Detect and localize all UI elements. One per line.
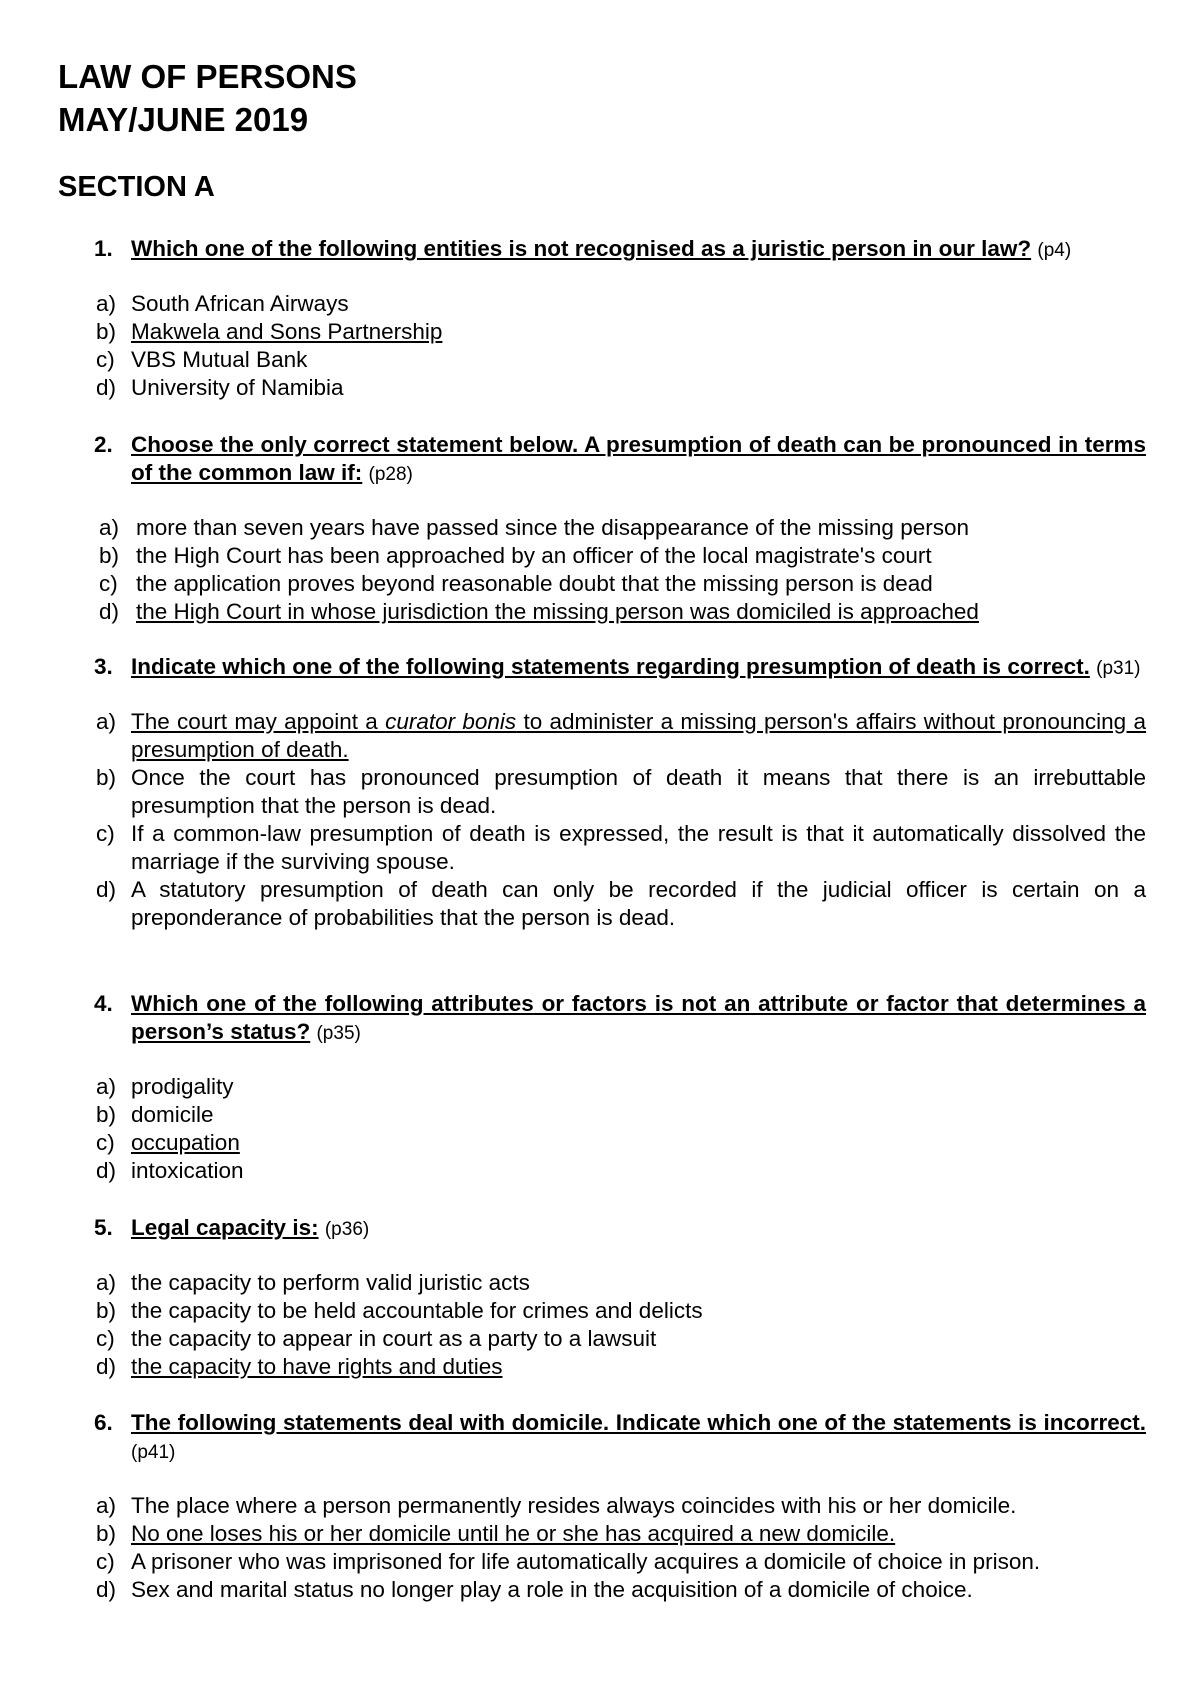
option-letter: c): [96, 1549, 115, 1574]
option-d-answer: [0, 1353, 1200, 1381]
options-list: [0, 514, 1200, 626]
options-list: [0, 1492, 1200, 1604]
option-b: [0, 1101, 1200, 1129]
option-letter: b): [99, 543, 120, 568]
option-letter: d): [96, 1354, 117, 1379]
page-reference: (p4): [1037, 240, 1072, 261]
option-letter: d): [96, 1577, 117, 1602]
options-list: [0, 1073, 1200, 1185]
option-c: [0, 1548, 1200, 1576]
option-b-answer: [0, 318, 1200, 346]
option-letter: d): [96, 1158, 117, 1183]
option-text: the capacity to appear in court as a party to a lawsuit: [131, 1326, 657, 1351]
question-text: [131, 653, 1146, 683]
options-list: [0, 1269, 1200, 1381]
option-text: Makwela and Sons Partnership: [131, 319, 443, 344]
option-letter: a): [96, 1493, 117, 1518]
option-text: intoxication: [131, 1158, 244, 1183]
section-heading: SECTION A: [58, 171, 215, 203]
option-text-italic: curator bonis: [385, 709, 517, 734]
option-letter: c): [99, 571, 118, 596]
option-text: If a common-law presumption of death is expressed, the result is that it automatically dissolved the marriage if the surviving spouse.: [131, 821, 1146, 874]
question-stem: Which one of the following attributes or factors is not an attribute or factor that determines a person’s status?: [131, 991, 1146, 1044]
option-a: [0, 1269, 1200, 1297]
option-letter: a): [99, 515, 120, 540]
option-letter: a): [96, 1270, 117, 1295]
option-a: [0, 514, 1200, 542]
option-a: [0, 1073, 1200, 1101]
page-reference: (p28): [368, 464, 413, 485]
option-a-answer: [0, 708, 1200, 764]
option-c: [0, 570, 1200, 598]
option-text: occupation: [131, 1130, 240, 1155]
option-letter: a): [96, 1074, 117, 1099]
question-4: [0, 990, 1200, 1185]
option-letter: a): [96, 291, 117, 316]
options-list: [0, 290, 1200, 402]
option-text: South African Airways: [131, 291, 349, 316]
option-text: the capacity to be held accountable for crimes and delicts: [131, 1298, 703, 1323]
option-text: the capacity to have rights and duties: [131, 1354, 503, 1379]
question-header: [0, 1214, 1200, 1244]
option-text: The place where a person permanently resides always coincides with his or her domicile.: [131, 1493, 1017, 1518]
option-text: [131, 708, 1146, 764]
question-header: [0, 990, 1200, 1048]
question-stem: Legal capacity is:: [131, 1215, 319, 1240]
question-text: [131, 1214, 1146, 1244]
option-text: Sex and marital status no longer play a role in the acquisition of a domicile of choice.: [131, 1577, 973, 1602]
question-text: [131, 990, 1146, 1048]
question-3: [0, 653, 1200, 932]
question-header: [0, 1409, 1200, 1467]
question-stem: Which one of the following entities is not recognised as a juristic person in our law?: [131, 236, 1032, 261]
question-number: 4.: [94, 991, 113, 1016]
document-title: LAW OF PERSONS: [58, 58, 357, 95]
question-text: [131, 1409, 1146, 1467]
option-letter: b): [96, 1521, 117, 1546]
option-text: A statutory presumption of death can only be recorded if the judicial officer is certain on a preponderance of probabilities that the person is dead.: [131, 877, 1146, 930]
option-text: Once the court has pronounced presumption of death it means that there is an irrebuttable presumption that the person is dead.: [131, 765, 1146, 818]
option-letter: c): [96, 1326, 115, 1351]
option-letter: c): [96, 1130, 115, 1155]
question-2: [0, 431, 1200, 626]
option-text: No one loses his or her domicile until he or she has acquired a new domicile.: [131, 1521, 896, 1546]
question-6: [0, 1409, 1200, 1604]
question-header: [0, 653, 1200, 683]
option-letter: d): [99, 599, 120, 624]
option-a: [0, 290, 1200, 318]
question-stem: Choose the only correct statement below. A presumption of death can be pronounced in terms of the common law if:: [131, 432, 1146, 485]
option-d-answer: [0, 598, 1200, 626]
option-b-answer: [0, 1520, 1200, 1548]
option-letter: d): [96, 375, 117, 400]
option-c-answer: [0, 1129, 1200, 1157]
option-letter: c): [96, 347, 115, 372]
option-text: University of Namibia: [131, 375, 344, 400]
document-subtitle: MAY/JUNE 2019: [58, 101, 309, 138]
option-c: [0, 346, 1200, 374]
question-number: 5.: [94, 1215, 113, 1240]
option-c: [0, 1325, 1200, 1353]
option-text: VBS Mutual Bank: [131, 347, 308, 372]
question-header: [0, 431, 1200, 489]
question-text: [131, 235, 1146, 265]
options-list: [0, 708, 1200, 932]
option-b: [0, 542, 1200, 570]
option-letter: a): [96, 709, 117, 734]
option-letter: b): [96, 1298, 117, 1323]
page-reference: (p36): [324, 1219, 370, 1240]
option-letter: b): [96, 765, 117, 790]
page-reference: (p35): [316, 1023, 361, 1044]
question-text: [131, 431, 1146, 489]
option-letter: c): [96, 821, 115, 846]
question-number: 6.: [94, 1410, 113, 1435]
option-letter: b): [96, 319, 117, 344]
page-reference: (p31): [1096, 658, 1141, 679]
option-text: A prisoner who was imprisoned for life automatically acquires a domicile of choice in prison.: [131, 1549, 1041, 1574]
question-header: [0, 235, 1200, 265]
option-b: [0, 764, 1200, 820]
option-b: [0, 1297, 1200, 1325]
option-d: [0, 374, 1200, 402]
option-d: [0, 1157, 1200, 1185]
question-stem: The following statements deal with domicile. Indicate which one of the statements is incorrect.: [131, 1410, 1146, 1435]
option-text: the High Court in whose jurisdiction the missing person was domiciled is approached: [136, 599, 979, 624]
question-1: [0, 235, 1200, 402]
option-text-before: The court may appoint a: [131, 709, 386, 734]
option-text: the capacity to perform valid juristic acts: [131, 1270, 530, 1295]
page-reference: (p41): [131, 1442, 176, 1463]
option-a: [0, 1492, 1200, 1520]
option-letter: d): [96, 877, 117, 902]
option-text: domicile: [131, 1102, 214, 1127]
question-stem: Indicate which one of the following statements regarding presumption of death is correct.: [131, 654, 1090, 679]
question-number: 1.: [94, 236, 113, 261]
option-text: prodigality: [131, 1074, 234, 1099]
option-text: the High Court has been approached by an officer of the local magistrate's court: [136, 543, 932, 568]
option-letter: b): [96, 1102, 117, 1127]
question-number: 3.: [94, 654, 113, 679]
option-text: the application proves beyond reasonable doubt that the missing person is dead: [136, 571, 933, 596]
option-text: more than seven years have passed since the disappearance of the missing person: [136, 515, 969, 540]
option-c: [0, 820, 1200, 876]
question-number: 2.: [94, 432, 113, 457]
option-d: [0, 876, 1200, 932]
option-d: [0, 1576, 1200, 1604]
question-5: [0, 1214, 1200, 1381]
option-text-after: to administer a missing person's affairs without pronouncing a presumption of death.: [131, 709, 1146, 762]
